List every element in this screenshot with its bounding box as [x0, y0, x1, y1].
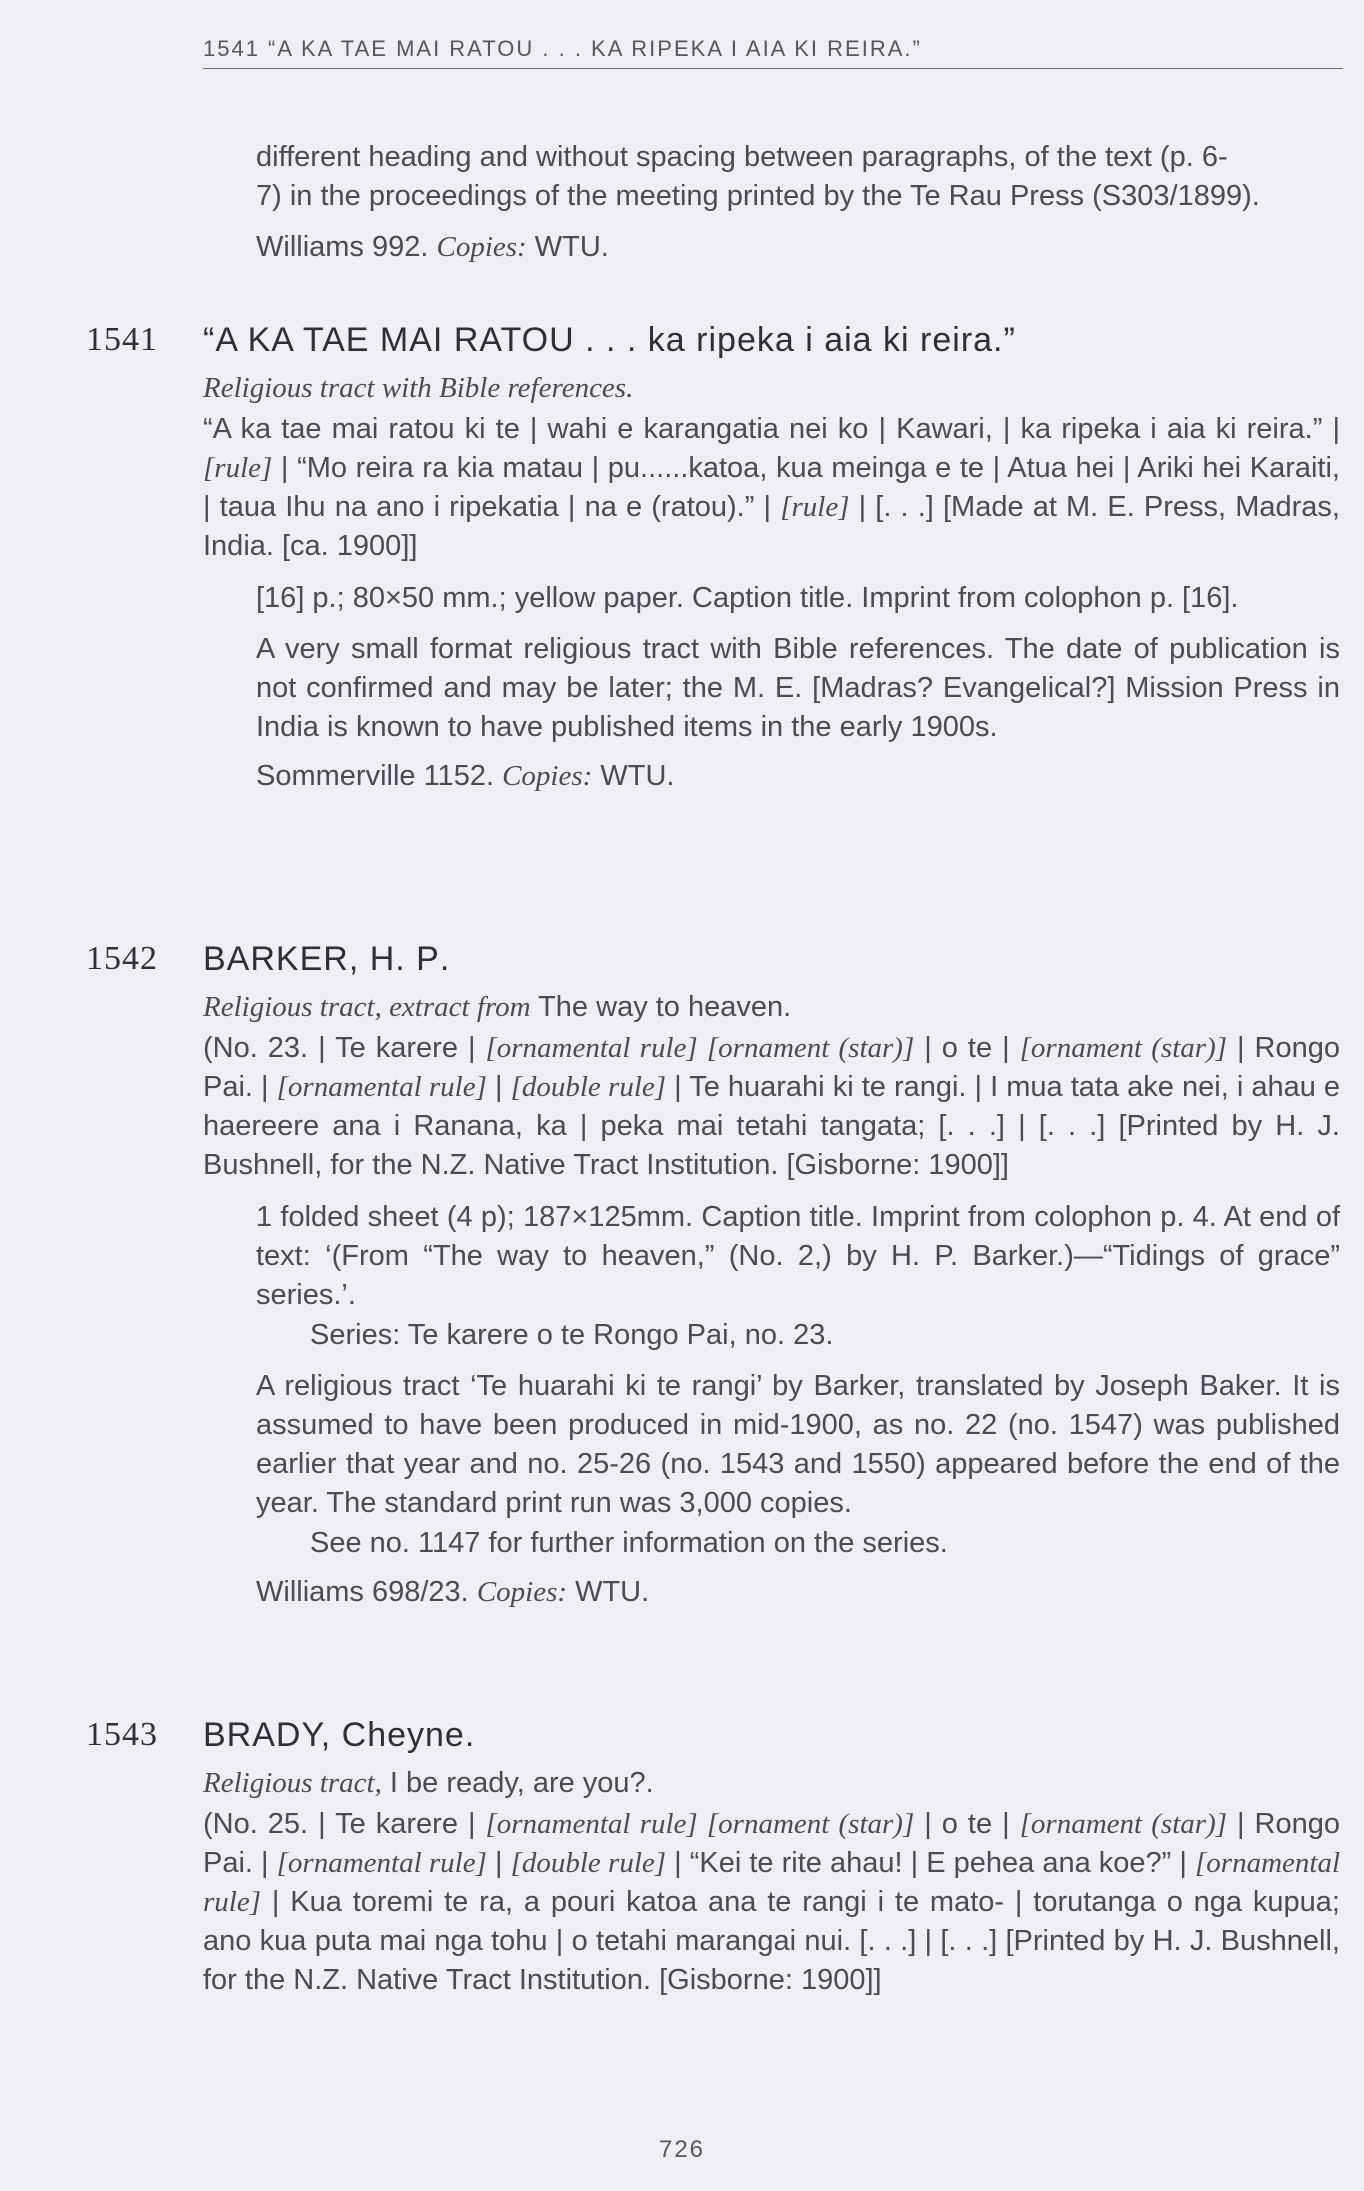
- entry-transcription: [0, 1029, 1364, 1185]
- transcription-text: (No. 23. | Te karere |: [203, 1032, 486, 1064]
- editorial-description: [ornamental rule] [ornament (star)]: [485, 1808, 915, 1840]
- transcription-text: |: [486, 1847, 511, 1879]
- entry-transcription: [0, 410, 1364, 566]
- copies-label: Copies:: [436, 231, 527, 263]
- entry-genre: [0, 987, 1364, 1027]
- editorial-description: [ornament (star)]: [1019, 1032, 1228, 1064]
- reference-text: Williams 992.: [256, 231, 429, 263]
- reference-text: Sommerville 1152.: [256, 760, 495, 792]
- entry-1541: [0, 318, 1364, 796]
- entry-genre: [0, 1763, 1364, 1803]
- transcription-text: | [. . .] [Made at M. E. Press, Madras, India. [ca. 1900]]: [203, 491, 1340, 562]
- entry-number: 1541: [86, 321, 158, 358]
- entry-note: A religious tract ‘Te huarahi ki te rangi’ by Barker, translated by Joseph Baker. It is assumed to have been produced in mid-1900, as no. 22 (no. 1547) was published earlier that year and no. 25-26 (no. 1543 and 1550) appeared before the end of the year. The standard print run was 3,000 copies.: [256, 1370, 1340, 1519]
- entry-heading: [0, 318, 1364, 362]
- copies-value: WTU.: [600, 760, 675, 792]
- transcription-text: | o te |: [914, 1032, 1020, 1064]
- editorial-description: [ornamental rule]: [276, 1847, 487, 1879]
- entry-transcription: [0, 1805, 1364, 2000]
- genre-italic: Religious tract, extract from: [203, 991, 531, 1023]
- transcription-text: | Kua toremi te ra, a pouri katoa ana te rangi i te mato- | torutanga o nga kupua; ano kua puta mai nga tohu | o tetahi marangai nui. [. . .] | [. . .] [Printed by H. J. Bushnell, for the N.Z. Native Tract Institution. [Gisborne: 1900]]: [203, 1886, 1340, 1996]
- genre-title: I be ready, are you?.: [389, 1767, 654, 1799]
- entry-genre: Religious tract with Bible references.: [203, 372, 634, 404]
- transcription-text: | “Kei te rite ahau! | E pehea ana koe?” |: [666, 1847, 1195, 1879]
- entry-heading: 1543 BRADY, Cheyne.: [0, 1713, 1364, 1757]
- transcription-text: | Te huarahi ki te rangi. | I mua tata ake nei, i ahau e haereere ana i Ranana, ka | peka mai tetahi tangata; [. . .] | [. . .] [Printed by H. J. Bushnell, for the N.Z. Native Tract Institution. [Gisborne: 1900]]: [203, 1071, 1341, 1181]
- transcription-text: “A ka tae mai ratou ki te | wahi e karangatia nei ko | Kawari, | ka ripeka i aia ki reira.” |: [203, 413, 1340, 445]
- transcription-text: | Rongo Pai. |: [203, 1808, 1341, 1879]
- entry-see-also: See no. 1147 for further information on the series.: [310, 1527, 948, 1559]
- editorial-description: [ornamental rule]: [203, 1847, 1340, 1918]
- entry-author: BARKER, H. P: [203, 940, 440, 978]
- reference-text: Williams 698/23.: [256, 1576, 469, 1608]
- transcription-text: |: [486, 1071, 511, 1103]
- editorial-description: [rule]: [203, 452, 273, 484]
- editorial-description: [ornament (star)]: [1019, 1808, 1228, 1840]
- entry-number: 1542: [86, 940, 158, 977]
- editorial-description: [double rule]: [510, 1847, 667, 1879]
- continuation-line-1: different heading and without spacing between paragraphs, of the text (p. 6-: [256, 141, 1228, 173]
- editorial-description: [ornamental rule] [ornament (star)]: [485, 1032, 915, 1064]
- entry-title: “A KA TAE MAI RATOU . . . ka ripeka i aia ki reira.”: [203, 321, 1016, 359]
- editorial-description: [rule]: [780, 491, 850, 523]
- entry-collation: 1 folded sheet (4 p); 187×125mm. Caption title. Imprint from colophon p. 4. At end of text: ‘(From “The way to heaven,” (No. 2,) by H. P. Barker.)—“Tidings of grace” series.’.: [256, 1201, 1340, 1311]
- continuation-reference: [0, 227, 1364, 267]
- editorial-description: [double rule]: [510, 1071, 667, 1103]
- entry-reference: [0, 756, 1364, 796]
- entry-1542: [0, 937, 1364, 1612]
- genre-italic: Religious tract,: [203, 1767, 382, 1799]
- transcription-text: (No. 25. | Te karere |: [203, 1808, 486, 1840]
- copies-value: WTU.: [575, 1576, 650, 1608]
- transcription-text: | o te |: [914, 1808, 1020, 1840]
- copies-label: Copies:: [502, 760, 593, 792]
- page-number: 726: [658, 2136, 706, 2163]
- entry-reference: [0, 1572, 1364, 1612]
- entry-series: Series: Te karere o te Rongo Pai, no. 23.: [310, 1319, 834, 1351]
- copies-label: Copies:: [476, 1576, 568, 1608]
- running-head: 1541 “A KA TAE MAI RATOU . . . KA RIPEKA I AIA KI REIRA.”: [203, 36, 1343, 69]
- continuation-line-2: 7) in the proceedings of the meeting printed by the Te Rau Press (S303/1899).: [256, 180, 1260, 212]
- entry-collation: [16] p.; 80×50 mm.; yellow paper. Caption title. Imprint from colophon p. [16].: [256, 582, 1239, 614]
- entry-number: 1543: [86, 1716, 158, 1753]
- entry-note: A very small format religious tract with Bible references. The date of publication is not confirmed and may be later; the M. E. [Madras? Evangelical?] Mission Press in India is known to have published items in the early 1900s.: [256, 633, 1340, 743]
- transcription-text: | Rongo Pai. |: [203, 1032, 1341, 1103]
- copies-value: WTU.: [534, 231, 609, 263]
- entry-author: BRADY, Cheyne: [203, 1716, 465, 1754]
- transcription-text: | “Mo reira ra kia matau | pu......katoa, kua meinga e te | Atua hei | Ariki hei Karaiti, | taua Ihu na ano i ripekatia | na e (ratou).” |: [203, 452, 1340, 523]
- continuation-block: [0, 138, 1364, 267]
- editorial-description: [ornamental rule]: [276, 1071, 487, 1103]
- entry-heading: 1542 BARKER, H. P.: [0, 937, 1364, 981]
- genre-title: The way to heaven.: [538, 991, 792, 1023]
- entry-1543: [0, 1713, 1364, 2000]
